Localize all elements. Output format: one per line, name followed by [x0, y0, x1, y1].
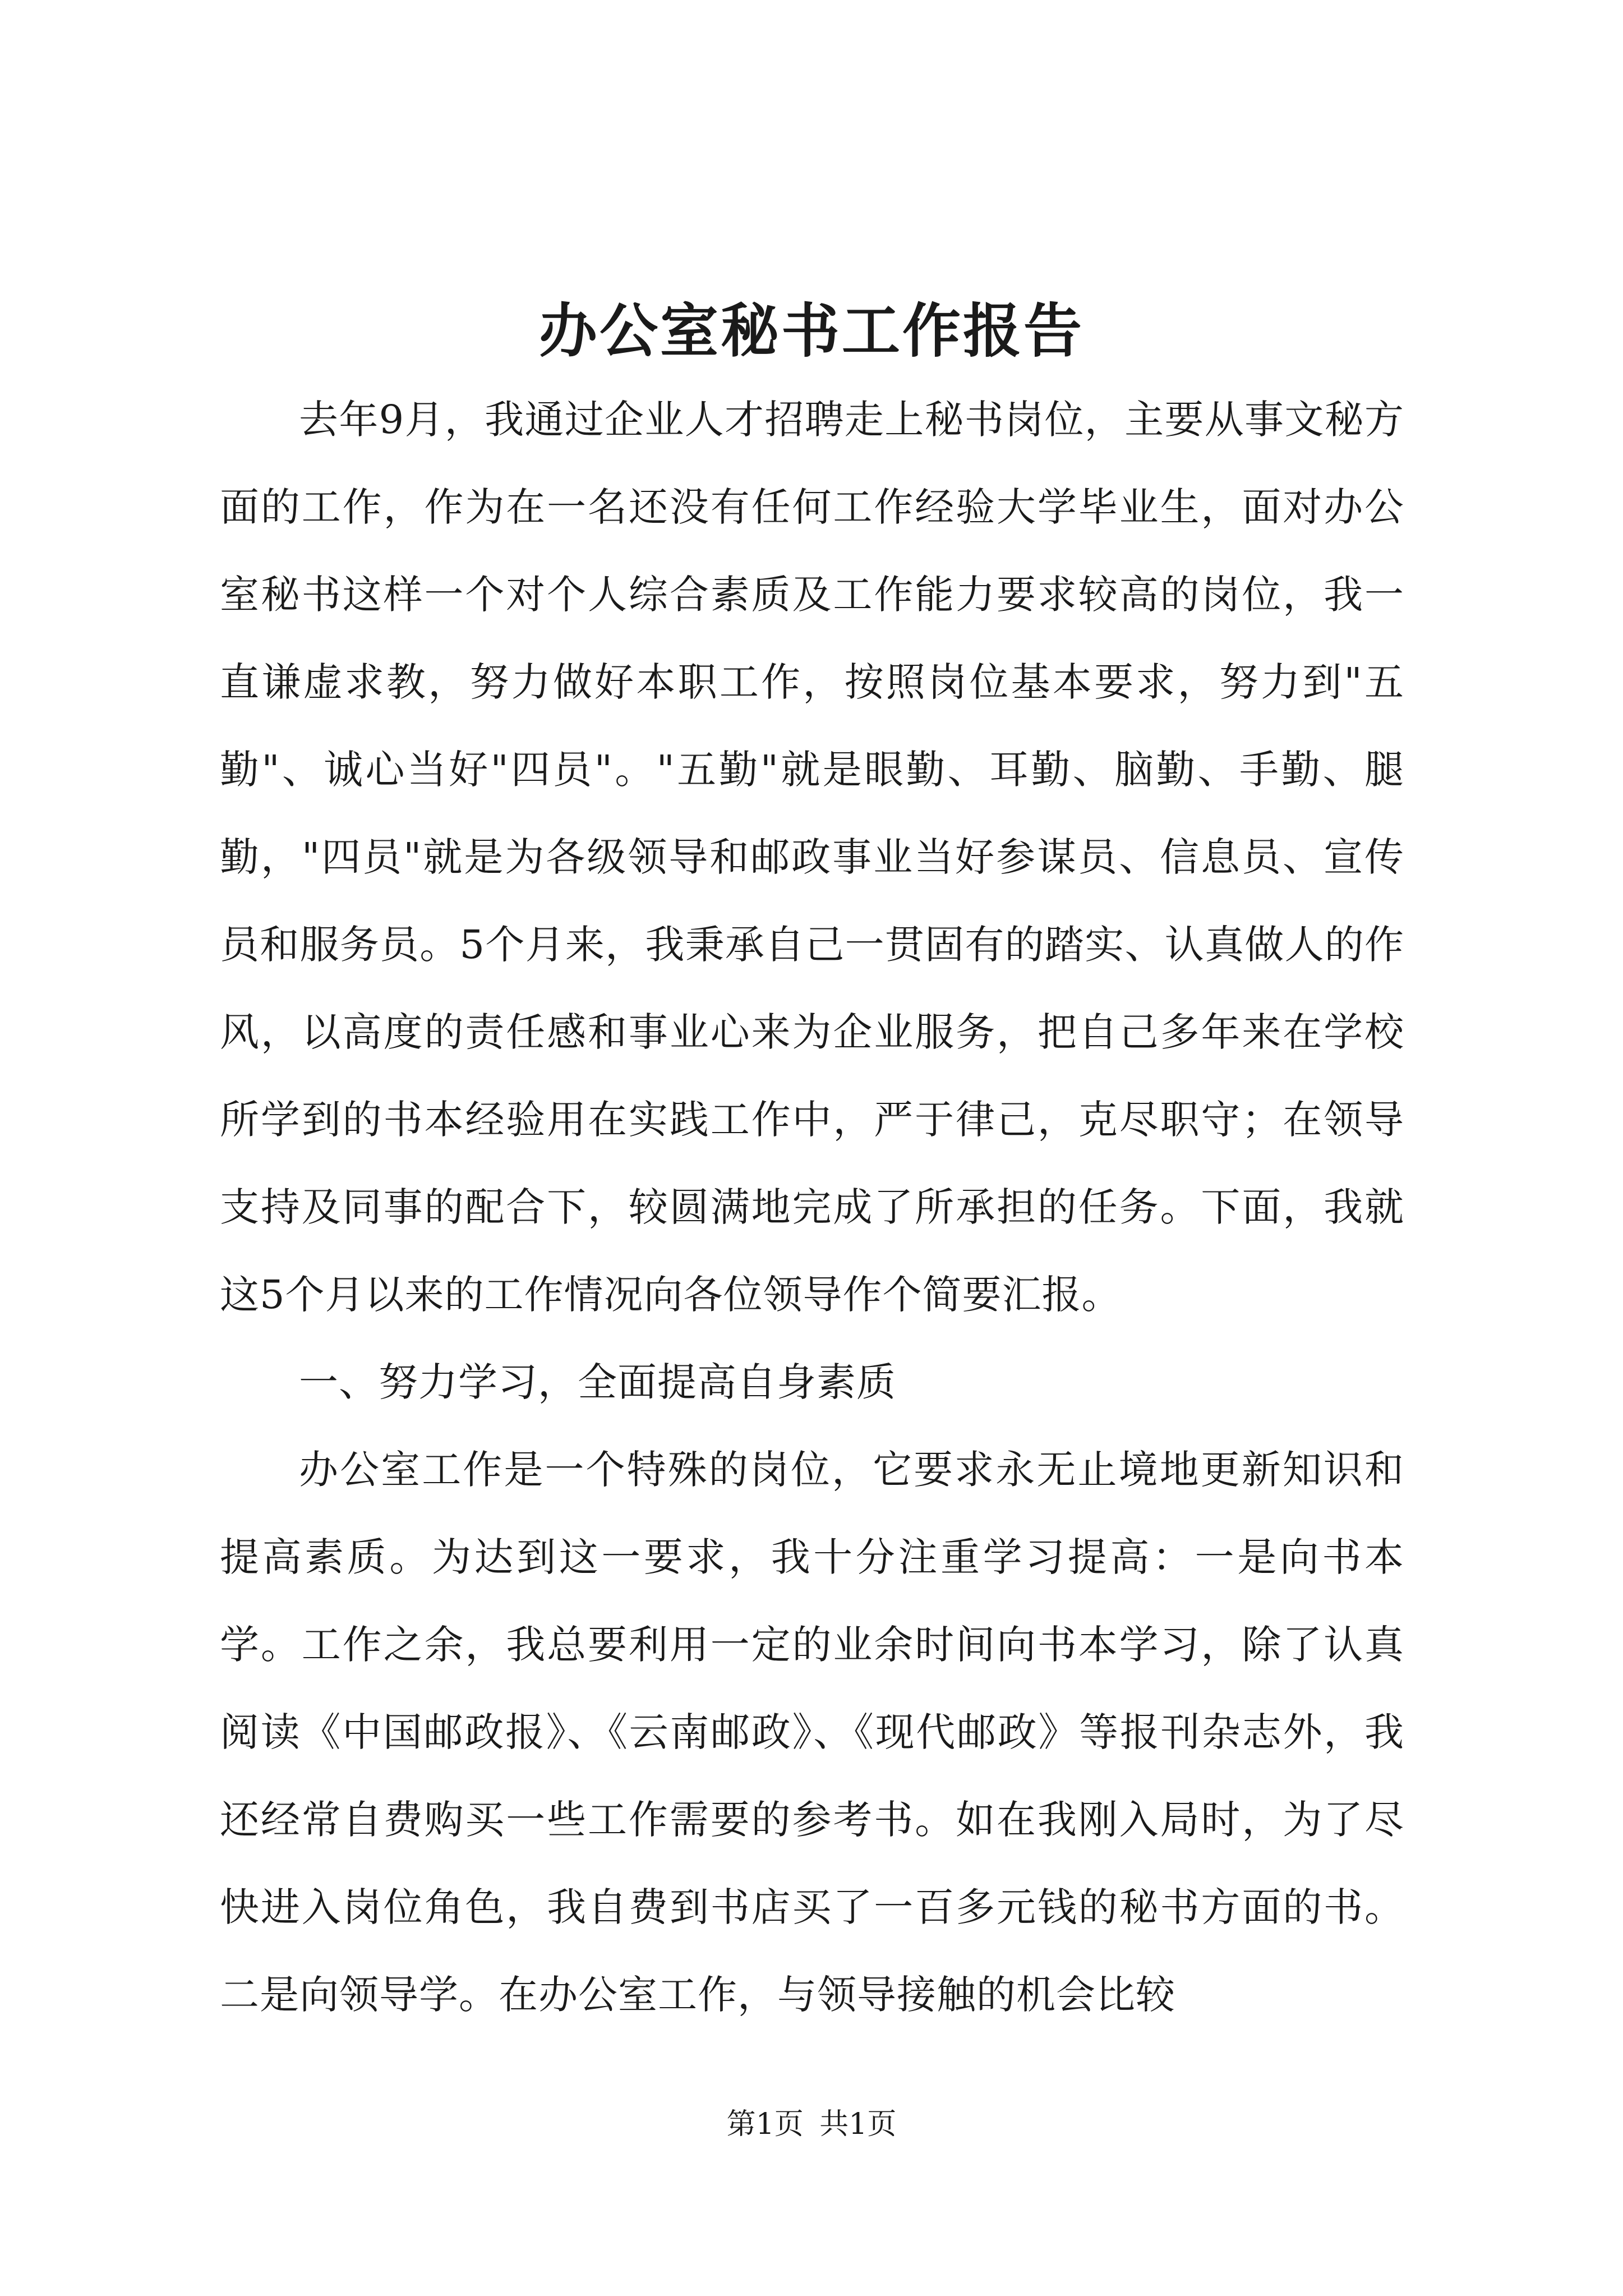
page-footer: [0, 2105, 1623, 2144]
paragraph-section-1: 办公室工作是一个特殊的岗位，它要求永无止境地更新知识和提高素质。为达到这一要求，我十分注重学习提高：一是向书本学。工作之余，我总要利用一定的业余时间向书本学习，除了认真阅读《中国邮政报》、《云南邮政》、《现代邮政》等报刊杂志外，我还经常自费购买一些工作需要的参考书。如在我刚入局时，为了尽快进入岗位角色，我自费到书店买了一百多元钱的秘书方面的书。二是向领导学。在办公室工作，与领导接触的机会比较: [220, 1447, 1404, 2018]
document-title: 办公室秘书工作报告: [538, 296, 1084, 365]
section-heading-1: 一、努力学习，全面提高自身素质: [299, 1359, 896, 1405]
paragraph-intro: 去年9月，我通过企业人才招聘走上秘书岗位，主要从事文秘方面的工作，作为在一名还没有任何工作经验大学毕业生，面对办公室秘书这样一个对个人综合素质及工作能力要求较高的岗位，我一直谦虚求教，努力做好本职工作，按照岗位基本要求，努力到"五勤"、诚心当好"四员"。"五勤"就是眼勤、耳勤、脑勤、手勤、腿勤，"四员"就是为各级领导和邮政事业当好参谋员、信息员、宣传员和服务员。5个月来，我秉承自己一贯固有的踏实、认真做人的作风，以高度的责任感和事业心来为企业服务，把自己多年来在学校所学到的书本经验用在实践工作中，严于律己，克尽职守；在领导支持及同事的配合下，较圆满地完成了所承担的任务。下面，我就这5个月以来的工作情况向各位领导作个简要汇报。: [220, 397, 1404, 1318]
document-body: [220, 376, 1404, 2039]
page-total: 共1页: [819, 2108, 897, 2141]
page-number: 第1页: [726, 2108, 804, 2141]
